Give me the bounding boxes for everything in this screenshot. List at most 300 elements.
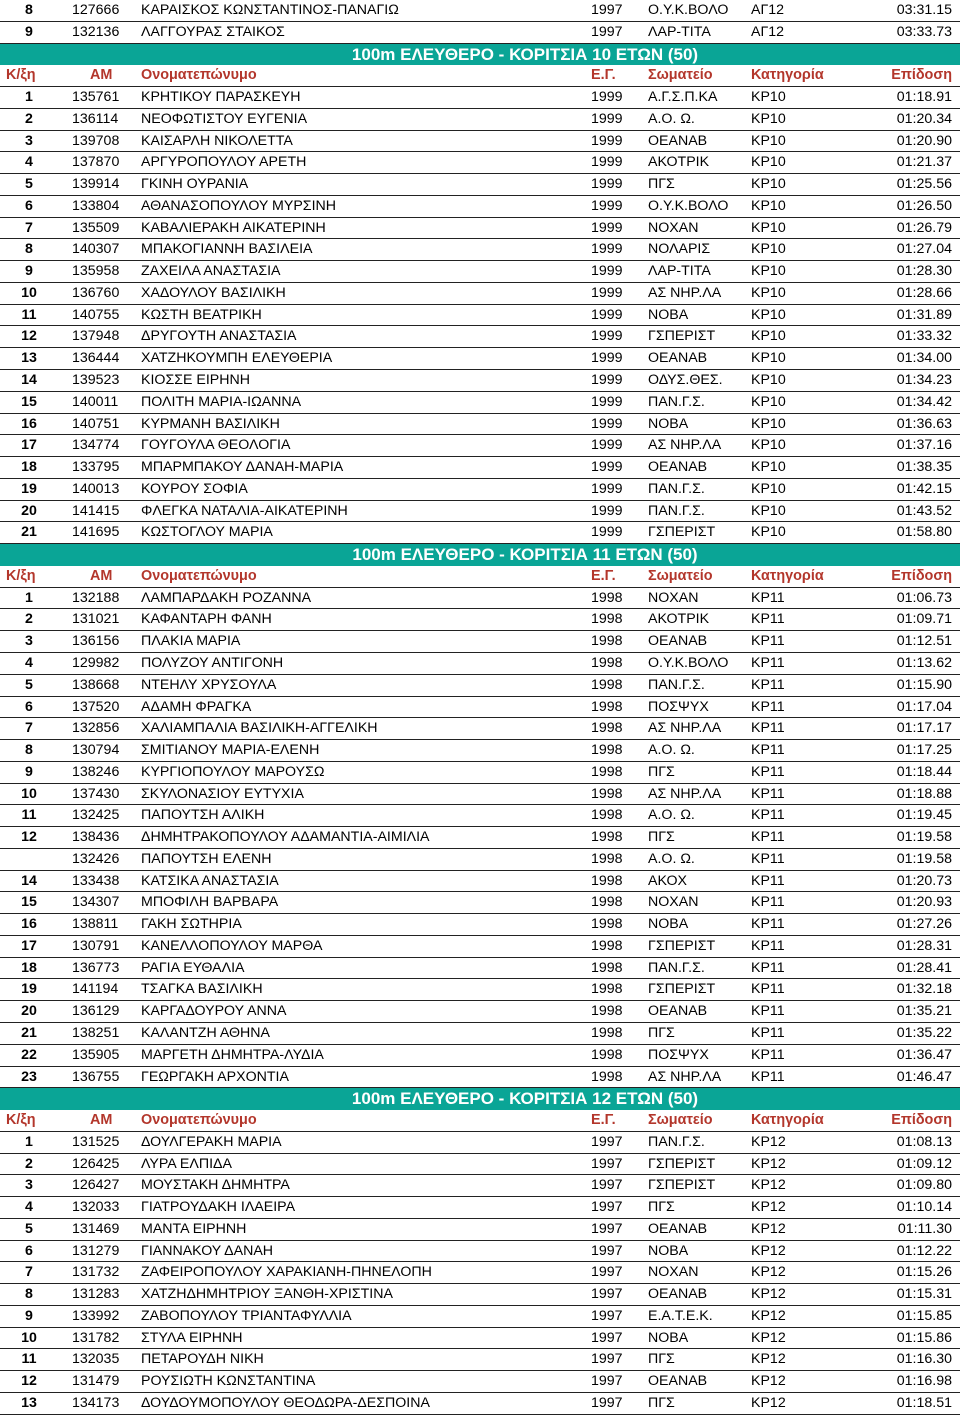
time-cell: 01:18.91: [896, 89, 952, 106]
club-cell: ΟΕΑΝΑΒ: [648, 1286, 708, 1303]
am-cell: 133438: [72, 872, 120, 889]
year-cell: 1997: [591, 2, 623, 18]
am-cell: 140307: [72, 241, 120, 258]
name-cell: ΤΣΑΓΚΑ ΒΑΣΙΛΙΚΗ: [141, 981, 263, 998]
table-row: [0, 435, 960, 457]
am-cell: 126427: [72, 1177, 120, 1194]
column-header-rank: Κ/ξη: [6, 567, 36, 584]
category-cell: ΚΡ10: [751, 306, 786, 323]
column-header-category: Κατηγορία: [751, 67, 824, 84]
time-cell: 01:26.79: [896, 219, 952, 236]
year-cell: 1998: [591, 1068, 623, 1085]
am-cell: 132426: [72, 850, 120, 867]
time-cell: 01:36.47: [896, 1046, 952, 1063]
club-cell: ΠΓΣ: [648, 829, 675, 846]
name-cell: ΦΛΕΓΚΑ ΝΑΤΑΛΙΑ-ΑΙΚΑΤΕΡΙΝΗ: [141, 502, 348, 519]
name-cell: ΝΕΟΦΩΤΙΣΤΟΥ ΕΥΓΕΝΙΑ: [141, 110, 308, 127]
club-cell: ΓΣΠΕΡΙΣΤ: [648, 524, 716, 541]
am-cell: 135958: [72, 263, 120, 280]
am-cell: 137430: [72, 785, 120, 802]
am-cell: 141695: [72, 524, 120, 541]
table-row: [0, 1023, 960, 1045]
time-cell: 01:09.12: [896, 1155, 952, 1172]
rank-cell: 21: [21, 1024, 37, 1041]
rank-cell: 15: [21, 894, 37, 911]
table-row: [0, 218, 960, 240]
name-cell: ΓΕΩΡΓΑΚΗ ΑΡΧΟΝΤΙΑ: [141, 1068, 289, 1085]
rank-cell: 17: [21, 437, 37, 454]
table-row: [0, 740, 960, 762]
club-cell: ΠΟΣΨΥΧ: [648, 698, 709, 715]
time-cell: 01:34.42: [896, 393, 952, 410]
name-cell: ΛΑΓΓΟΥΡΑΣ ΣΤΑΙΚΟΣ: [141, 23, 285, 40]
time-cell: 01:36.63: [896, 415, 952, 432]
table-row: [0, 1197, 960, 1219]
table-row: [0, 196, 960, 218]
rank-cell: 19: [21, 981, 37, 998]
time-cell: 01:18.44: [896, 763, 952, 780]
rank-cell: 1: [25, 589, 33, 606]
rank-cell: 12: [21, 328, 37, 345]
rank-cell: 12: [21, 1373, 37, 1390]
column-header-category: Κατηγορία: [751, 1112, 824, 1129]
name-cell: ΛΥΡΑ ΕΛΠΙΔΑ: [141, 1155, 232, 1172]
club-cell: ΝΟΧΑΝ: [648, 1264, 699, 1281]
am-cell: 134307: [72, 894, 120, 911]
rank-cell: 20: [21, 1003, 37, 1020]
table-row: [0, 718, 960, 740]
club-cell: ΠΑΝ.Γ.Σ.: [648, 959, 705, 976]
club-cell: ΑΣ ΝΗΡ.ΛΑ: [648, 785, 722, 802]
category-cell: ΚΡ11: [751, 589, 785, 606]
am-cell: 138668: [72, 676, 120, 693]
am-cell: 126425: [72, 1155, 120, 1172]
rank-cell: 18: [21, 459, 37, 476]
club-cell: ΓΣΠΕΡΙΣΤ: [648, 937, 716, 954]
club-cell: ΠΓΣ: [648, 1199, 675, 1216]
club-cell: ΑΚΟΤΡΙΚ: [648, 611, 710, 628]
category-cell: ΚΡ11: [751, 676, 785, 693]
club-cell: ΓΣΠΕΡΙΣΤ: [648, 328, 716, 345]
category-cell: ΚΡ10: [751, 154, 786, 171]
am-cell: 138436: [72, 829, 120, 846]
table-row: [0, 370, 960, 392]
column-header-year: Ε.Γ.: [591, 67, 616, 84]
time-cell: 01:15.26: [896, 1264, 952, 1281]
category-cell: ΚΡ11: [751, 633, 785, 650]
time-cell: 01:15.31: [896, 1286, 952, 1303]
rank-cell: 8: [25, 742, 33, 759]
column-header-year: Ε.Γ.: [591, 567, 616, 584]
year-cell: 1999: [591, 524, 623, 541]
year-cell: 1998: [591, 611, 623, 628]
club-cell: ΠΑΝ.Γ.Σ.: [648, 1133, 705, 1150]
table-row: [0, 1284, 960, 1306]
club-cell: ΟΔΥΣ.ΘΕΣ.: [648, 372, 723, 389]
section-title-text: 100m ΕΛΕΥΘΕΡΟ - ΚΟΡΙΤΣΙΑ 11 ΕΤΩΝ (50): [352, 545, 698, 565]
category-cell: ΚΡ12: [751, 1373, 786, 1390]
category-cell: ΚΡ11: [751, 807, 785, 824]
rank-cell: 21: [21, 524, 37, 541]
column-header-time: Επίδοση: [891, 67, 952, 84]
table-row: [0, 1306, 960, 1328]
name-cell: ΚΩΣΤΗ ΒΕΑΤΡΙΚΗ: [141, 306, 262, 323]
club-cell: ΛΑΡ-ΤΙΤΑ: [648, 23, 711, 40]
am-cell: 136156: [72, 633, 120, 650]
rank-cell: 17: [21, 937, 37, 954]
am-cell: 133804: [72, 197, 120, 214]
club-cell: Α.Ο. Ω.: [648, 742, 695, 759]
am-cell: 132136: [72, 23, 120, 40]
name-cell: ΚΥΡΓΙΟΠΟΥΛΟΥ ΜΑΡΟΥΣΩ: [141, 763, 325, 780]
year-cell: 1998: [591, 1003, 623, 1020]
time-cell: 01:12.22: [896, 1242, 952, 1259]
rank-cell: 4: [25, 654, 33, 671]
time-cell: 01:17.25: [896, 742, 952, 759]
year-cell: 1998: [591, 698, 623, 715]
time-cell: 01:19.45: [896, 807, 952, 824]
club-cell: ΑΣ ΝΗΡ.ΛΑ: [648, 1068, 722, 1085]
category-cell: ΚΡ11: [751, 829, 785, 846]
category-cell: ΚΡ10: [751, 437, 786, 454]
year-cell: 1998: [591, 1024, 623, 1041]
am-cell: 135905: [72, 1046, 120, 1063]
table-row: [0, 1175, 960, 1197]
column-header-name: Ονοματεπώνυμο: [141, 67, 257, 84]
club-cell: ΠΟΣΨΥΧ: [648, 1046, 709, 1063]
category-cell: ΚΡ12: [751, 1264, 786, 1281]
time-cell: 01:35.21: [896, 1003, 952, 1020]
am-cell: 127666: [72, 2, 120, 18]
time-cell: 01:16.98: [896, 1373, 952, 1390]
category-cell: ΑΓ12: [751, 23, 785, 40]
column-header-row: [0, 566, 960, 588]
column-header-name: Ονοματεπώνυμο: [141, 1112, 257, 1129]
rank-cell: 9: [25, 1307, 33, 1324]
time-cell: 01:28.66: [896, 284, 952, 301]
name-cell: ΜΠΑΚΟΓΙΑΝΝΗ ΒΑΣΙΛΕΙΑ: [141, 241, 313, 258]
year-cell: 1997: [591, 1307, 623, 1324]
time-cell: 01:37.16: [896, 437, 952, 454]
rank-cell: 5: [25, 1220, 33, 1237]
rank-cell: 7: [25, 1264, 33, 1281]
table-row: [0, 1045, 960, 1067]
rank-cell: 9: [25, 763, 33, 780]
club-cell: Α.Ο. Ω.: [648, 850, 695, 867]
name-cell: ΑΡΓΥΡΟΠΟΥΛΟΥ ΑΡΕΤΗ: [141, 154, 307, 171]
category-cell: ΑΓ12: [751, 2, 785, 18]
year-cell: 1997: [591, 1351, 623, 1368]
table-row: [0, 609, 960, 631]
table-row: [0, 1371, 960, 1393]
am-cell: 135509: [72, 219, 120, 236]
rank-cell: 16: [21, 916, 37, 933]
am-cell: 131469: [72, 1220, 120, 1237]
club-cell: ΠΓΣ: [648, 763, 675, 780]
rank-cell: 10: [21, 1329, 37, 1346]
table-row: [0, 283, 960, 305]
rank-cell: 23: [21, 1068, 37, 1085]
name-cell: ΔΗΜΗΤΡΑΚΟΠΟΥΛΟΥ ΑΔΑΜΑΝΤΙΑ-ΑΙΜΙΛΙΑ: [141, 829, 430, 846]
name-cell: ΚΑΡΓΑΔΟΥΡΟΥ ΑΝΝΑ: [141, 1003, 287, 1020]
club-cell: ΑΚΟΤΡΙΚ: [648, 154, 710, 171]
category-cell: ΚΡ12: [751, 1133, 786, 1150]
section-title: [0, 1088, 960, 1110]
category-cell: ΚΡ10: [751, 197, 786, 214]
name-cell: ΜΑΝΤΑ ΕΙΡΗΝΗ: [141, 1220, 247, 1237]
rank-cell: 10: [21, 284, 37, 301]
rank-cell: 11: [21, 306, 37, 323]
category-cell: ΚΡ10: [751, 263, 786, 280]
time-cell: 01:17.04: [896, 698, 952, 715]
rank-cell: 3: [25, 132, 33, 149]
column-header-category: Κατηγορία: [751, 567, 824, 584]
section-title-text: 100m ΕΛΕΥΘΕΡΟ - ΚΟΡΙΤΣΙΑ 10 ΕΤΩΝ (50): [351, 44, 699, 64]
table-row: [0, 697, 960, 719]
section-title: [0, 44, 960, 66]
am-cell: 130791: [72, 937, 120, 954]
category-cell: ΚΡ10: [751, 459, 786, 476]
time-cell: 01:34.23: [896, 372, 952, 389]
category-cell: ΚΡ12: [751, 1242, 786, 1259]
club-cell: ΝΟΧΑΝ: [648, 894, 699, 911]
table-row: [0, 131, 960, 153]
table-row: [0, 392, 960, 414]
rank-cell: 9: [25, 263, 33, 280]
table-row: [0, 1241, 960, 1263]
category-cell: ΚΡ11: [751, 872, 785, 889]
time-cell: 01:17.17: [896, 720, 952, 737]
club-cell: ΟΕΑΝΑΒ: [648, 459, 708, 476]
table-row: [0, 457, 960, 479]
year-cell: 1997: [591, 1373, 623, 1390]
year-cell: 1998: [591, 981, 623, 998]
time-cell: 01:27.26: [896, 916, 952, 933]
time-cell: 01:11.30: [897, 1220, 952, 1237]
table-row: [0, 675, 960, 697]
rank-cell: 13: [21, 350, 37, 367]
year-cell: 1998: [591, 959, 623, 976]
name-cell: ΧΑΛΙΑΜΠΑΛΙΑ ΒΑΣΙΛΙΚΗ-ΑΓΓΕΛΙΚΗ: [141, 720, 378, 737]
time-cell: 03:33.73: [896, 23, 952, 40]
club-cell: ΟΕΑΝΑΒ: [648, 350, 708, 367]
club-cell: ΑΣ ΝΗΡ.ΛΑ: [648, 284, 722, 301]
am-cell: 138811: [72, 916, 119, 933]
table-row: [0, 631, 960, 653]
table-row: [0, 522, 960, 544]
column-header-row: [0, 65, 960, 87]
table-row: [0, 174, 960, 196]
table-row: [0, 958, 960, 980]
column-header-am: ΑΜ: [90, 1112, 113, 1129]
am-cell: 134173: [72, 1395, 120, 1411]
column-header-time: Επίδοση: [891, 567, 952, 584]
year-cell: 1997: [591, 1220, 623, 1237]
category-cell: ΚΡ12: [751, 1351, 786, 1368]
year-cell: 1999: [591, 415, 623, 432]
time-cell: 01:42.15: [896, 480, 952, 497]
table-row: [0, 326, 960, 348]
column-header-time: Επίδοση: [891, 1112, 952, 1129]
year-cell: 1999: [591, 480, 623, 497]
table-row: [0, 1219, 960, 1241]
rank-cell: 3: [25, 1177, 33, 1194]
rank-cell: 1: [25, 1133, 33, 1150]
name-cell: ΡΟΥΣΙΩΤΗ ΚΩΝΣΤΑΝΤΙΝΑ: [141, 1373, 316, 1390]
time-cell: 01:26.50: [896, 197, 952, 214]
am-cell: 133992: [72, 1307, 120, 1324]
club-cell: ΓΣΠΕΡΙΣΤ: [648, 981, 716, 998]
club-cell: ΟΕΑΝΑΒ: [648, 1373, 708, 1390]
time-cell: 01:20.90: [896, 132, 952, 149]
name-cell: ΠΛΑΚΙΑ ΜΑΡΙΑ: [141, 633, 241, 650]
rank-cell: 8: [25, 1286, 33, 1303]
column-header-row: [0, 1110, 960, 1132]
year-cell: 1997: [591, 1395, 623, 1411]
category-cell: ΚΡ11: [751, 850, 785, 867]
rank-cell: 1: [25, 89, 33, 106]
am-cell: 131732: [72, 1264, 120, 1281]
category-cell: ΚΡ11: [751, 611, 785, 628]
club-cell: ΠΓΣ: [648, 1024, 675, 1041]
time-cell: 01:33.32: [896, 328, 952, 345]
am-cell: 140013: [72, 480, 120, 497]
rank-cell: 16: [21, 415, 37, 432]
year-cell: 1999: [591, 219, 623, 236]
year-cell: 1998: [591, 676, 623, 693]
table-row: [0, 1393, 960, 1415]
category-cell: ΚΡ11: [751, 1003, 785, 1020]
year-cell: 1998: [591, 894, 623, 911]
club-cell: ΓΣΠΕΡΙΣΤ: [648, 1177, 716, 1194]
rank-cell: 5: [25, 676, 33, 693]
category-cell: ΚΡ12: [751, 1329, 786, 1346]
table-row: [0, 1328, 960, 1350]
club-cell: ΠΑΝ.Γ.Σ.: [648, 480, 705, 497]
name-cell: ΜΠΟΦΙΛΗ ΒΑΡΒΑΡΑ: [141, 894, 279, 911]
time-cell: 01:28.30: [896, 263, 952, 280]
am-cell: 138246: [72, 763, 120, 780]
club-cell: ΠΑΝ.Γ.Σ.: [648, 502, 705, 519]
table-row: [0, 87, 960, 109]
club-cell: ΠΑΝ.Γ.Σ.: [648, 393, 705, 410]
category-cell: ΚΡ10: [751, 176, 786, 193]
category-cell: ΚΡ10: [751, 328, 786, 345]
category-cell: ΚΡ12: [751, 1199, 786, 1216]
time-cell: 01:13.62: [896, 654, 952, 671]
am-cell: 131525: [72, 1133, 120, 1150]
table-row: [0, 653, 960, 675]
am-cell: 134774: [72, 437, 120, 454]
category-cell: ΚΡ10: [751, 241, 786, 258]
category-cell: ΚΡ11: [751, 763, 785, 780]
am-cell: 131279: [72, 1242, 120, 1259]
club-cell: Α.Γ.Σ.Π.ΚΑ: [648, 89, 718, 106]
name-cell: ΛΑΜΠΑΡΔΑΚΗ ΡΟΖΑΝΝΑ: [141, 589, 312, 606]
time-cell: 01:18.88: [896, 785, 952, 802]
club-cell: Α.Ο. Ω.: [648, 807, 695, 824]
name-cell: ΔΟΥΔΟΥΜΟΠΟΥΛΟΥ ΘΕΟΔΩΡΑ-ΔΕΣΠΟΙΝΑ: [141, 1395, 430, 1411]
year-cell: 1997: [591, 1242, 623, 1259]
time-cell: 01:08.13: [896, 1133, 952, 1150]
name-cell: ΠΕΤΑΡΟΥΔΗ ΝΙΚΗ: [141, 1351, 264, 1368]
category-cell: ΚΡ11: [751, 894, 785, 911]
name-cell: ΚΑΒΑΛΙΕΡΑΚΗ ΑΙΚΑΤΕΡΙΝΗ: [141, 219, 326, 236]
rank-cell: 14: [21, 372, 37, 389]
rank-cell: 6: [25, 197, 33, 214]
time-cell: 01:12.51: [896, 633, 952, 650]
category-cell: ΚΡ11: [751, 1068, 785, 1085]
am-cell: 136114: [72, 110, 119, 127]
club-cell: ΝΟΒΑ: [648, 1242, 689, 1259]
category-cell: ΚΡ10: [751, 110, 786, 127]
am-cell: 141415: [72, 502, 120, 519]
name-cell: ΣΤΥΛΑ ΕΙΡΗΝΗ: [141, 1329, 243, 1346]
table-row: [0, 1154, 960, 1176]
year-cell: 1998: [591, 807, 623, 824]
club-cell: ΝΟΒΑ: [648, 306, 689, 323]
rank-cell: 11: [21, 1351, 37, 1368]
table-row: [0, 827, 960, 849]
table-row: [0, 849, 960, 871]
category-cell: ΚΡ10: [751, 284, 786, 301]
am-cell: 132425: [72, 807, 120, 824]
rank-cell: 3: [25, 633, 33, 650]
table-row: [0, 348, 960, 370]
category-cell: ΚΡ11: [751, 785, 785, 802]
time-cell: 01:21.37: [896, 154, 952, 171]
year-cell: 1998: [591, 1046, 623, 1063]
name-cell: ΖΑΧΕΙΛΑ ΑΝΑΣΤΑΣΙΑ: [141, 263, 281, 280]
rank-cell: 18: [21, 959, 37, 976]
table-row: [0, 0, 960, 22]
table-row: [0, 1067, 960, 1089]
year-cell: 1998: [591, 589, 623, 606]
am-cell: 131782: [72, 1329, 120, 1346]
rank-cell: 19: [21, 480, 37, 497]
category-cell: ΚΡ12: [751, 1395, 786, 1411]
rank-cell: 6: [25, 698, 33, 715]
column-header-rank: Κ/ξη: [6, 67, 36, 84]
time-cell: 01:18.51: [896, 1395, 952, 1411]
table-row: [0, 239, 960, 261]
club-cell: ΑΣ ΝΗΡ.ΛΑ: [648, 437, 722, 454]
club-cell: ΠΓΣ: [648, 1395, 675, 1411]
rank-cell: 10: [21, 785, 37, 802]
year-cell: 1998: [591, 720, 623, 737]
name-cell: ΚΥΡΜΑΝΗ ΒΑΣΙΛΙΚΗ: [141, 415, 280, 432]
year-cell: 1997: [591, 1329, 623, 1346]
column-header-am: ΑΜ: [90, 67, 113, 84]
year-cell: 1999: [591, 328, 623, 345]
category-cell: ΚΡ11: [751, 959, 785, 976]
time-cell: 01:15.85: [896, 1307, 952, 1324]
year-cell: 1999: [591, 350, 623, 367]
category-cell: ΚΡ11: [751, 916, 785, 933]
year-cell: 1997: [591, 1155, 623, 1172]
year-cell: 1997: [591, 1264, 623, 1281]
name-cell: ΓΑΚΗ ΣΩΤΗΡΙΑ: [141, 916, 242, 933]
club-cell: ΝΟΒΑ: [648, 415, 689, 432]
name-cell: ΧΑΔΟΥΛΟΥ ΒΑΣΙΛΙΚΗ: [141, 284, 286, 301]
club-cell: ΟΕΑΝΑΒ: [648, 132, 708, 149]
name-cell: ΚΑΛΑΝΤΖΗ ΑΘΗΝΑ: [141, 1024, 271, 1041]
year-cell: 1998: [591, 785, 623, 802]
name-cell: ΖΑΒΟΠΟΥΛΟΥ ΤΡΙΑΝΤΑΦΥΛΛΙΑ: [141, 1307, 352, 1324]
category-cell: ΚΡ11: [751, 1046, 785, 1063]
year-cell: 1997: [591, 1133, 623, 1150]
table-row: [0, 1001, 960, 1023]
